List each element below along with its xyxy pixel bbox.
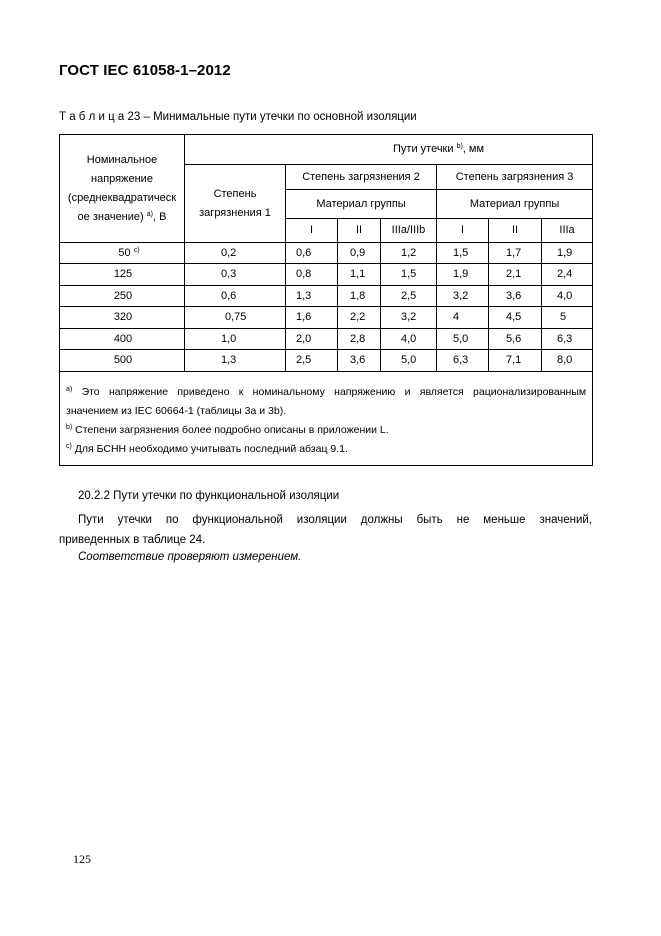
- paragraph: [59, 510, 592, 550]
- cell-p2-ii: 2,8: [338, 329, 381, 350]
- header-voltage-line4: [60, 208, 184, 227]
- cell-p2-i: 2,5: [286, 350, 338, 372]
- cell-p1: 0,2: [185, 243, 286, 264]
- cell-p1: 0,6: [185, 286, 286, 307]
- header-voltage-line3: (среднеквадратическ: [67, 191, 177, 204]
- cell-p2-i: 0,8: [286, 264, 338, 286]
- header-material-group-3: Материал группы: [437, 190, 593, 219]
- cell-p3-iii: 6,3: [542, 329, 593, 350]
- header-voltage-line4-pre: ое значение): [77, 210, 147, 223]
- cell-p2-iii: 3,2: [381, 307, 437, 329]
- header-pollution-3: Степень загрязнения 3: [437, 165, 593, 190]
- table-caption: Т а б л и ц а 23 – Минимальные пути утечки по основной изоляции: [59, 111, 417, 123]
- cell-voltage: 50 $^{c)}$: [60, 243, 185, 264]
- cell-p2-i: 0,6: [286, 243, 338, 264]
- table-row: [60, 350, 593, 372]
- cell-p1: 0,3: [185, 264, 286, 286]
- cell-p3-i: 4: [437, 307, 489, 329]
- cell-p3-ii: 2,1: [489, 264, 542, 286]
- header-creepage-pre: Пути утечки: [393, 143, 457, 155]
- creepage-table: [59, 134, 593, 466]
- table-row: [60, 264, 593, 286]
- cell-p3-iii: 5: [542, 307, 593, 329]
- footnotes-row: [60, 372, 593, 466]
- cell-p2-ii: 0,9: [338, 243, 381, 264]
- cell-p1: 0,75: [185, 307, 286, 329]
- cell-p2-iii: 1,5: [381, 264, 437, 286]
- cell-p3-ii: 3,6: [489, 286, 542, 307]
- header-voltage-line4-post: , В: [152, 210, 167, 223]
- header-pollution-1: [185, 165, 286, 243]
- cell-p2-i: 1,3: [286, 286, 338, 307]
- cell-p3-iii: 2,4: [542, 264, 593, 286]
- cell-p3-iii: 1,9: [542, 243, 593, 264]
- subheader-p3-ii: II: [489, 219, 542, 243]
- footnote-mark-a: a): [146, 210, 153, 218]
- compliance-note: Соответствие проверяют измерением.: [78, 551, 302, 563]
- cell-p3-ii: 7,1: [489, 350, 542, 372]
- cell-p3-iii: 8,0: [542, 350, 593, 372]
- footnote-a-mark: a): [66, 386, 73, 393]
- cell-p2-ii: 1,1: [338, 264, 381, 286]
- footnote-a-line2: значением из IEC 60664-1 (таблицы 3а и 3b).: [66, 405, 287, 417]
- header-pollution-1-line1: Степень: [213, 187, 257, 200]
- cell-p3-ii: 1,7: [489, 243, 542, 264]
- cell-p2-ii: 1,8: [338, 286, 381, 307]
- cell-voltage: 320: [60, 307, 185, 329]
- header-voltage: [60, 135, 185, 243]
- paragraph-line1: Пути утечки по функциональной изоляции должны быть не меньше значений,: [78, 514, 592, 526]
- cell-p3-i: 3,2: [437, 286, 489, 307]
- table-row: [60, 307, 593, 329]
- paragraph-line2: приведенных в таблице 24.: [59, 534, 206, 546]
- footnote-a-line1: [66, 383, 586, 402]
- cell-p2-i: 2,0: [286, 329, 338, 350]
- header-material-group-2: Материал группы: [286, 190, 437, 219]
- cell-p2-ii: 3,6: [338, 350, 381, 372]
- document-header: ГОСТ IEC 61058-1–2012: [59, 62, 231, 79]
- subheader-p2-i: I: [286, 219, 338, 243]
- cell-p2-iii: 4,0: [381, 329, 437, 350]
- footnote-b-text: Степени загрязнения более подробно описаны в приложении L.: [75, 424, 389, 436]
- table-row: [60, 329, 593, 350]
- cell-p2-i: 1,6: [286, 307, 338, 329]
- cell-voltage: 500: [60, 350, 185, 372]
- cell-voltage: 250: [60, 286, 185, 307]
- subheader-p2-iii: IIIa/IIIb: [381, 219, 437, 243]
- cell-p3-i: 5,0: [437, 329, 489, 350]
- footnotes: [60, 372, 593, 466]
- cell-p2-ii: 2,2: [338, 307, 381, 329]
- cell-p3-ii: 5,6: [489, 329, 542, 350]
- section-heading: 20.2.2 Пути утечки по функциональной изоляции: [78, 490, 340, 502]
- footnote-c: [66, 440, 586, 459]
- footnote-b-mark: b): [66, 424, 73, 431]
- cell-p1: 1,0: [185, 329, 286, 350]
- cell-p3-iii: 4,0: [542, 286, 593, 307]
- footnote-c-text: Для БСНН необходимо учитывать последний абзац 9.1.: [74, 443, 348, 455]
- cell-p1: 1,3: [185, 350, 286, 372]
- cell-p2-iii: 2,5: [381, 286, 437, 307]
- cell-p3-ii: 4,5: [489, 307, 542, 329]
- table-row: [60, 286, 593, 307]
- cell-p3-i: 1,5: [437, 243, 489, 264]
- footnote-b: [66, 421, 586, 440]
- footnote-mark-c: c): [133, 246, 140, 254]
- subheader-p3-i: I: [437, 219, 489, 243]
- cell-p2-iii: 1,2: [381, 243, 437, 264]
- cell-p2-iii: 5,0: [381, 350, 437, 372]
- cell-voltage: 400: [60, 329, 185, 350]
- header-pollution-2: Степень загрязнения 2: [286, 165, 437, 190]
- table-row: [60, 243, 593, 264]
- footnote-mark-b: b): [456, 143, 463, 150]
- subheader-p3-iii: IIIa: [542, 219, 593, 243]
- header-voltage-line2: напряжение: [91, 172, 153, 185]
- page-number: 125: [73, 852, 91, 866]
- subheader-p2-ii: II: [338, 219, 381, 243]
- header-creepage: [185, 135, 593, 165]
- footnote-a-text: Это напряжение приведено к номинальному напряжению и является рационализированным: [81, 386, 587, 398]
- cell-p3-i: 1,9: [437, 264, 489, 286]
- cell-voltage: 125: [60, 264, 185, 286]
- footnote-c-mark: c): [66, 443, 72, 450]
- header-voltage-line1: Номинальное: [86, 153, 158, 166]
- header-creepage-post: , мм: [462, 143, 485, 155]
- cell-p3-i: 6,3: [437, 350, 489, 372]
- header-pollution-1-line2: загрязнения 1: [199, 206, 271, 219]
